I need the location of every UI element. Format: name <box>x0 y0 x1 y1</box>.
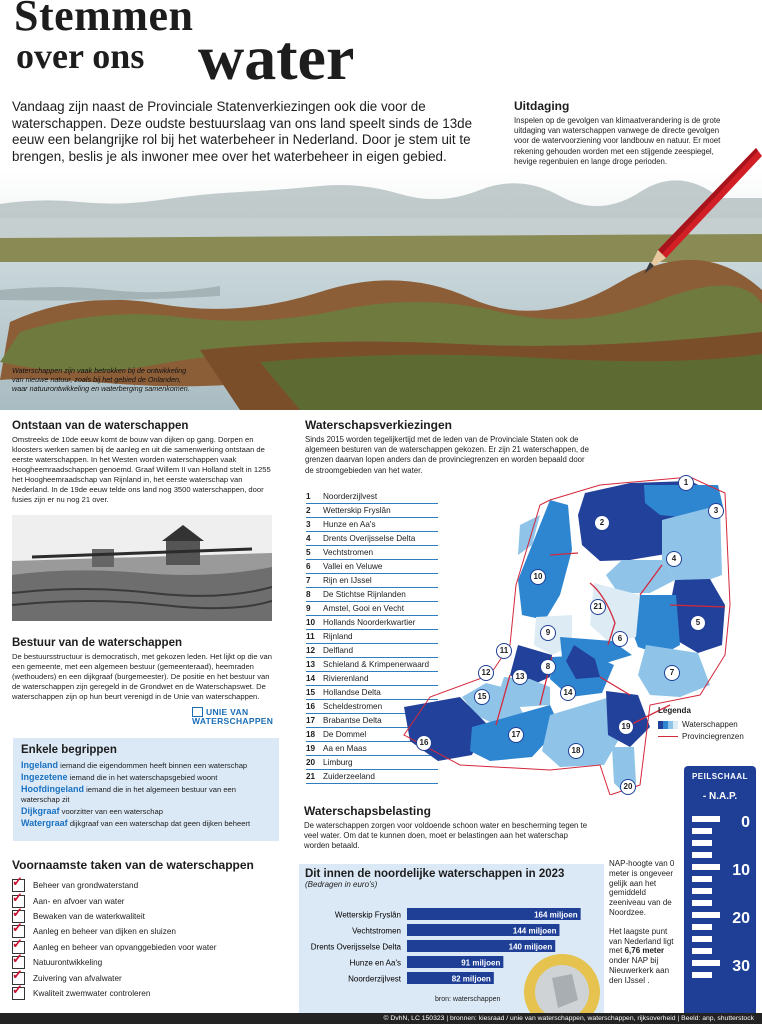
begrip-row <box>21 784 273 805</box>
waterschap-number: 4 <box>306 534 311 543</box>
chart-category-label: Wetterskip Fryslân <box>334 910 401 920</box>
taken-title: Voornaamste taken van de waterschappen <box>12 858 254 872</box>
peilschaal-num-30: 30 <box>732 958 750 975</box>
waterschap-number: 2 <box>306 506 311 515</box>
waterschap-name: Drents Overijsselse Delta <box>323 534 416 543</box>
taak-item <box>12 904 216 924</box>
map-marker-16: 16 <box>417 736 431 750</box>
nap-text-2-bold: 6,76 meter <box>624 946 665 956</box>
taak-label: Bewaken van de waterkwaliteit <box>33 911 145 921</box>
map-marker-19: 19 <box>619 720 633 734</box>
nap-text-1: NAP-hoogte van 0 meter is ongeveer gelijk aan het gemiddeld zeeniveau van de Noordzee. <box>609 859 675 917</box>
waterschap-number: 18 <box>306 730 316 739</box>
unie-logo-line1: UNIE VAN <box>206 706 249 717</box>
map-marker-8: 8 <box>541 660 555 674</box>
nap-text-2 <box>609 927 677 986</box>
begrippen-title: Enkele begrippen <box>21 744 117 756</box>
taak-item <box>12 920 216 939</box>
waterschap-name: Zuiderzeeland <box>323 772 375 781</box>
waterschap-number: 20 <box>306 758 316 767</box>
begrip-row <box>21 760 273 771</box>
waterschap-number: 3 <box>306 520 311 529</box>
map-marker-7: 7 <box>665 666 679 680</box>
checkmark-icon: ✓ <box>12 951 23 967</box>
begrip-definition: iemand die in het algemeen bestuur van een waterschap zit <box>21 785 236 804</box>
waterschap-number: 13 <box>306 660 316 669</box>
waterschap-name: De Stichtse Rijnlanden <box>323 590 406 599</box>
taak-item <box>12 889 216 908</box>
waterschap-number: 7 <box>306 576 311 585</box>
checkmark-icon: ✓ <box>12 874 23 890</box>
taken-list <box>12 874 217 1001</box>
pencil-illustration <box>636 148 762 283</box>
peilschaal-sub: - N.A.P. <box>702 791 738 802</box>
peilschaal-num-20: 20 <box>732 910 750 927</box>
taak-item <box>12 951 216 970</box>
waterschap-number: 11 <box>306 632 315 641</box>
chart-category-label: Drents Overijsselse Delta <box>310 942 401 952</box>
map-marker-3: 3 <box>709 504 723 518</box>
begrip-term: Watergraaf <box>21 818 68 828</box>
chart-value-label: 164 miljoen <box>534 910 578 920</box>
legend-swatch-waterschappen <box>658 721 678 729</box>
netherlands-map <box>400 465 760 795</box>
map-marker-10: 10 <box>531 570 545 584</box>
chart-subtitle: (Bedragen in euro's) <box>305 880 378 889</box>
begrip-term: Ingezetene <box>21 772 68 782</box>
uitdaging-title: Uitdaging <box>514 99 570 113</box>
taak-label: Zuivering van afvalwater <box>33 973 122 983</box>
footer-credits <box>0 1013 762 1024</box>
checkmark-icon: ✓ <box>12 966 23 982</box>
chart-value-label: 144 miljoen <box>512 926 557 936</box>
uitdaging-text: Inspelen op de gevolgen van klimaatverandering is de grote uitdaging van waterschappen vanwege de directe gevolgen voor de watervoorziening voor landbouw en natuur. Er moet rekening gehouden worden met een stijgende zeespiegel, hevige regenbuien en lange droge perioden. <box>514 116 721 166</box>
waterschap-name: Scheldestromen <box>323 702 383 711</box>
waterschap-name: De Dommel <box>323 730 367 739</box>
waterschap-name: Amstel, Gooi en Vecht <box>323 604 405 613</box>
taak-item <box>12 874 216 893</box>
chart-value-label: 91 miljoen <box>461 958 501 968</box>
taak-item <box>12 935 217 955</box>
waterschap-number: 21 <box>306 772 316 781</box>
taak-item <box>12 981 216 1001</box>
chart-category-label: Noorderzijlvest <box>348 974 401 984</box>
peilschaal-ticks <box>692 816 732 1011</box>
begrip-term: Hoofdingeland <box>21 784 84 794</box>
chart-value-label: 82 miljoen <box>451 974 491 984</box>
chart-source: bron: waterschappen <box>435 996 501 1003</box>
map-marker-1: 1 <box>679 476 693 490</box>
begrip-term: Dijkgraaf <box>21 806 60 816</box>
ontstaan-title: Ontstaan van de waterschappen <box>12 420 189 432</box>
chart-title: Dit innen de noordelijke waterschappen in 2023 <box>305 868 565 880</box>
verkiezingen-text: Sinds 2015 worden tegelijkertijd met de leden van de Provinciale Staten ook de algemeen besturen van de waterschappen gekozen. Er zijn 21 waterschappen, de grenzen daarvan lopen anders dan de provinciegrenzen en worden bepaald door de stroomgebieden van het water. <box>305 435 589 475</box>
checkmark-icon: ✓ <box>12 981 23 997</box>
chart-category-label: Vechtstromen <box>352 926 401 936</box>
waterschap-number: 15 <box>306 688 316 697</box>
waterschap-name: Noorderzijlvest <box>323 492 378 501</box>
begrippen-box <box>13 738 279 841</box>
checkmark-icon: ✓ <box>12 920 23 936</box>
checkmark-icon: ✓ <box>12 904 23 920</box>
waterschap-name: Hollandse Delta <box>323 688 381 697</box>
map-marker-13: 13 <box>513 670 527 684</box>
map-marker-9: 9 <box>541 626 555 640</box>
map-marker-4: 4 <box>667 552 681 566</box>
ontstaan-text: Omstreeks de 10de eeuw komt de bouw van dijken op gang. Dorpen en kloosters werken samen bij de aanleg en uit die samenwerking ontstaan de eerste waterschappen. In het Westen worden waterschappen vaak Hoogheemraadschappen genoemd. Graaf Willem II van Holland stelt in 1255 het Hoogheemraadschap van Rijnland in, het eerste waterschap van Nederland. In de 19de eeuw telde ons land nog 3500 waterschappen, door fusies zijn er nu nog 21 over. <box>12 435 271 504</box>
nap-text-2-post: onder NAP bij Nieuwerkerk aan den IJssel . <box>609 956 670 985</box>
waterschap-number: 6 <box>306 562 311 571</box>
headline-line2: over ons <box>16 36 145 76</box>
checkmark-icon: ✓ <box>12 935 23 951</box>
taak-label: Beheer van grondwaterstand <box>33 881 139 891</box>
taak-label: Aan- en afvoer van water <box>33 896 125 906</box>
intro-text: Vandaag zijn naast de Provinciale Statenverkiezingen ook die voor de waterschappen. Deze oudste bestuurslaag van ons land speelt sinds de 13de eeuw een belangrijke rol bij het waterbeheer in Nederland. Door je stem uit te brengen, beslis je als inwoner mee over het waterbeheer in eigen gebied. <box>12 99 473 164</box>
legend-waterschappen: Waterschappen <box>682 720 738 729</box>
nap-text-2-pre: Het laagste punt van Nederland ligt met <box>609 926 674 956</box>
peilschaal <box>684 766 756 1016</box>
begrip-term: Ingeland <box>21 760 59 770</box>
waterschap-name: Wetterskip Fryslân <box>323 506 391 515</box>
waterschap-number: 19 <box>306 744 316 753</box>
chart-category-label: Hunze en Aa's <box>349 958 401 968</box>
checkmark-icon: ✓ <box>12 889 23 905</box>
bestuur-title: Bestuur van de waterschappen <box>12 637 182 649</box>
map-marker-5: 5 <box>691 616 705 630</box>
begrip-definition: voorzitter van een waterschap <box>61 807 163 816</box>
waterschap-name: Rivierenland <box>323 674 369 683</box>
legend-provinciegrenzen: Provinciegrenzen <box>682 732 744 741</box>
waterschap-name: Aa en Maas <box>323 744 367 753</box>
unie-logo-line2: WATERSCHAPPEN <box>192 716 274 726</box>
begrip-definition: iemand die eigendommen heeft binnen een waterschap <box>60 761 248 770</box>
waterschap-number: 5 <box>306 548 311 557</box>
belasting-text: De waterschappen zorgen voor voldoende schoon water en bescherming tegen te veel water. Om dat te kunnen doen, moet er belastingen aan het waterschap worden betaald. <box>304 821 588 851</box>
map-legend <box>658 706 744 741</box>
begrip-definition: iemand die in het waterschapsgebied woont <box>69 773 218 782</box>
map-marker-18: 18 <box>569 744 583 758</box>
checkbox-icon <box>12 981 25 1000</box>
legend-title: Legenda <box>658 706 691 715</box>
belasting-title: Waterschapsbelasting <box>304 804 431 818</box>
waterschap-name: Brabantse Delta <box>323 716 382 725</box>
waterschap-number: 17 <box>306 716 316 725</box>
nap-text <box>609 859 677 986</box>
begrip-row <box>21 818 273 829</box>
map-marker-12: 12 <box>479 666 493 680</box>
map-marker-17: 17 <box>509 728 523 742</box>
waterschap-number: 8 <box>306 590 311 599</box>
waterschap-name: Hunze en Aa's <box>323 520 376 529</box>
map-marker-6: 6 <box>613 632 627 646</box>
taak-label: Aanleg en beheer van opvanggebieden voor water <box>33 942 217 952</box>
map-marker-11: 11 <box>497 644 511 658</box>
map-marker-2: 2 <box>595 516 609 530</box>
photo-caption: Waterschappen zijn vaak betrokken bij de ontwikkeling van nieuwe natuur, zoals bij het gebied de Onlanden, waar natuurontwikkeling en waterberging samenkomen. <box>12 366 190 394</box>
waterschap-name: Vechtstromen <box>323 548 374 557</box>
waterschap-number: 10 <box>306 618 316 627</box>
taak-label: Aanleg en beheer van dijken en sluizen <box>33 927 176 937</box>
peilschaal-title: PEILSCHAAL <box>691 772 749 781</box>
waterschap-name: Limburg <box>323 758 353 767</box>
map-marker-15: 15 <box>475 690 489 704</box>
waterschap-name: Rijnland <box>323 632 353 641</box>
peilschaal-num-0: 0 <box>741 814 750 831</box>
headline-line3: water <box>198 22 355 93</box>
map-marker-21: 21 <box>591 600 605 614</box>
verkiezingen-title: Waterschapsverkiezingen <box>305 418 452 432</box>
map-marker-14: 14 <box>561 686 575 700</box>
historic-etching <box>12 515 272 621</box>
begrip-definition: dijkgraaf van een waterschap dat geen dijken beheert <box>69 819 251 828</box>
waterschap-number: 14 <box>306 674 316 683</box>
waterschap-name: Delfland <box>323 646 354 655</box>
unie-logo <box>192 707 273 726</box>
peilschaal-num-10: 10 <box>732 862 750 879</box>
waterschap-name: Rijn en IJssel <box>323 576 372 585</box>
legend-line-provinciegrenzen <box>658 736 678 738</box>
begrip-row <box>21 806 273 817</box>
waterschap-number: 9 <box>306 604 311 613</box>
waterschap-name: Hollands Noorderkwartier <box>323 618 416 627</box>
taak-label: Natuurontwikkeling <box>33 958 103 968</box>
waterschap-number: 16 <box>306 702 316 711</box>
headline-line1: Stemmen <box>14 0 194 40</box>
begrip-row <box>21 772 273 783</box>
taak-item <box>12 966 216 985</box>
waterschap-name: Schieland & Krimpenerwaard <box>323 660 430 669</box>
footer-text: © DvhN, LC 150323 | bronnen: kiesraad / unie van waterschappen, waterschappen, rijksoverheid | Beeld: anp, shutterstock <box>383 1015 754 1022</box>
waterschap-name: Vallei en Veluwe <box>323 562 383 571</box>
waterschap-number: 12 <box>306 646 316 655</box>
taak-label: Kwaliteit zwemwater controleren <box>33 988 151 998</box>
map-marker-20: 20 <box>621 780 635 794</box>
waterschap-number: 1 <box>306 492 311 501</box>
bestuur-text: De bestuursstructuur is democratisch, met gekozen leden. Het lijkt op die van een gemeente, met een algemeen bestuur (gemeenteraad), heemraden (wethouders) en een dijkgraaf (burgemeester). De positie en het bestuur van de waterschappen zijn geregeld in de Grondwet en de Waterschapswet. De waterschappen zijn op hun beurt verenigd in de Unie van waterschappen. <box>12 652 273 701</box>
chart-value-label: 140 miljoen <box>508 942 553 952</box>
